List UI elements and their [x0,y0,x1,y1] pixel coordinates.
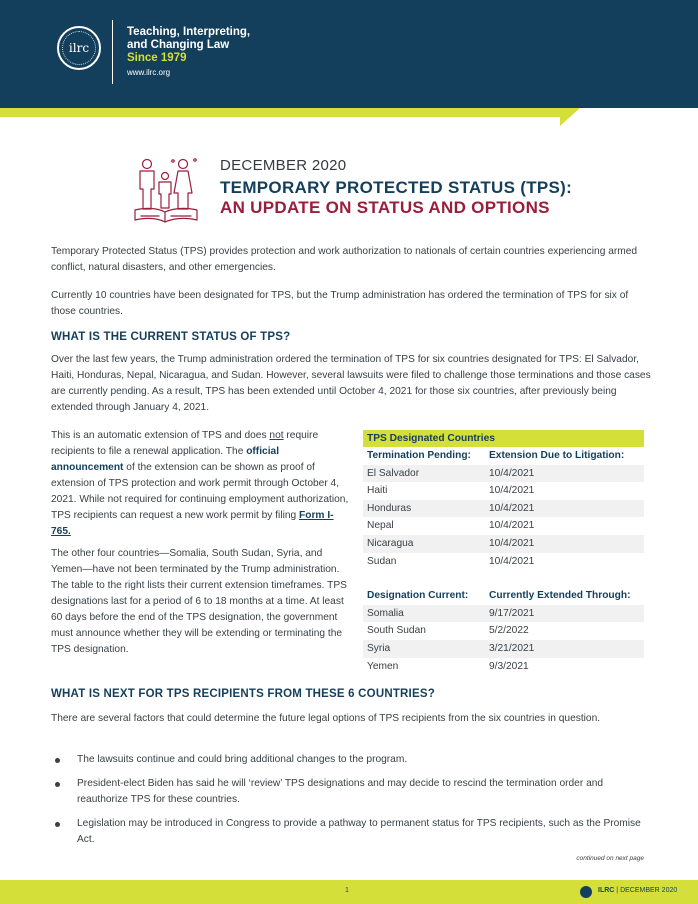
page-footer [0,880,698,904]
status-paragraph: Over the last few years, the Trump administration ordered the termination of TPS for six countries designated for TPS: El Salvador, Haiti, Honduras, Nepal, Nicaragua, and Sudan. However, several lawsuits were filed to challenge those terminations and those cases are currently pending. As a result, TPS has been extended until October 4, 2021 for those six countries, after previously being extended through January 4, 2021. [51,354,651,413]
country-cell: Honduras [367,502,412,514]
date-cell: 5/2/2022 [489,625,529,637]
header-divider [112,20,113,84]
country-cell: Syria [367,642,391,654]
accent-tab [560,108,580,126]
intro-paragraph-2: Currently 10 countries have been designated for TPS, but the Trump administration has ordered the termination of TPS for six of those countries. [51,290,629,317]
table-row [363,517,644,535]
col-header-extended: Currently Extended Through: [489,590,631,602]
col-header-designation: Designation Current: [367,590,469,602]
country-cell: Yemen [367,660,399,672]
date-cell: 10/4/2021 [489,555,535,567]
document-date: DECEMBER 2020 [220,157,347,174]
table-row [363,553,644,571]
section-heading-whats-next: WHAT IS NEXT FOR TPS RECIPIENTS FROM THESE 6 COUNTRIES? [51,688,435,700]
tagline-since: Since 1979 [127,52,187,64]
title-line2: AN UPDATE ON STATUS AND OPTIONS [220,198,550,217]
table-gap [363,570,644,587]
family-with-book-icon [127,156,209,226]
col-header-termination: Termination Pending: [367,450,471,461]
country-cell: Somalia [367,607,404,619]
section-heading-current-status: WHAT IS THE CURRENT STATUS OF TPS? [51,331,291,343]
date-cell: 10/4/2021 [489,502,535,514]
document-title [220,178,572,218]
country-cell: Nicaragua [367,537,414,549]
table-row [363,605,644,623]
other-countries-paragraph: The other four countries—Somalia, South Sudan, Syria, and Yemen—have not been terminated by the Trump administration. The table to the right lists their current extension timeframes. TPS designations last for a period of 6 to 18 months at a time. At least 60 days before the end of the TPS designation, the government must announce whether they will be extending or terminating the TPS designation. [51,548,347,655]
country-cell: Sudan [367,555,397,567]
page-header [0,0,698,108]
footer-org: ILRC [598,887,615,894]
table-caption: TPS Designated Countries [363,430,644,447]
list-item: The lawsuits continue and could bring additional changes to the program. [51,752,651,768]
factors-paragraph: There are several factors that could determine the future legal options of TPS recipients from the six countries in question. [51,713,601,724]
country-cell: South Sudan [367,625,426,637]
extension-paragraph [51,428,351,540]
intro-paragraph-1: Temporary Protected Status (TPS) provides protection and work authorization to nationals of certain countries experiencing armed conflict, natural disasters, and other emergencies. [51,246,638,273]
date-cell: 10/4/2021 [489,537,535,549]
continued-note: continued on next page [576,855,644,862]
ext-text-c: of the extension can be shown as proof of extension of TPS protection and work permit through October 4, 2021. While not required for continuing employment authorization, TPS recipients can request a new work permit by filing [51,462,349,521]
table-row [363,482,644,500]
ext-text-a: This is an automatic extension of TPS and does [51,430,270,441]
date-cell: 10/4/2021 [489,520,535,532]
country-cell: Haiti [367,485,388,497]
date-cell: 9/3/2021 [489,660,529,672]
tps-countries-table [363,430,644,675]
footer-sep: | [614,887,621,894]
table-row [363,640,644,658]
table-header-row [363,447,644,465]
title-line1: TEMPORARY PROTECTED STATUS (TPS): [220,178,573,197]
form-i765-link[interactable]: Form I-765. [51,510,334,537]
footer-date: DECEMBER 2020 [620,887,678,894]
date-cell: 10/4/2021 [489,467,535,479]
factors-list [51,752,651,856]
tagline [127,26,250,78]
table-row [363,658,644,676]
official-announcement-link[interactable]: official announcement [51,446,280,473]
date-cell: 10/4/2021 [489,485,535,497]
footer-logo-icon [580,886,592,898]
table-header-row [363,587,644,605]
list-item: Legislation may be introduced in Congress to provide a pathway to permanent status for TPS recipients, such as the Promise Act. [51,816,651,848]
page-number: 1 [345,887,349,894]
date-cell: 9/17/2021 [489,607,535,619]
table-row [363,500,644,518]
ilrc-logo [57,26,101,70]
tagline-line1: Teaching, Interpreting, [127,26,251,38]
website-url[interactable]: www.ilrc.org [127,68,171,77]
date-cell: 3/21/2021 [489,642,535,654]
col-header-extension: Extension Due to Litigation: [489,450,625,461]
ext-text-b: require recipients to file a renewal application. The [51,430,319,457]
table-row [363,465,644,483]
country-cell: El Salvador [367,467,420,479]
list-item: President-elect Biden has said he will ‘review’ TPS designations and may decide to rescind the termination order and reauthorize TPS for these countries. [51,776,651,808]
logo-text: ilrc [68,41,90,55]
table-row [363,622,644,640]
country-cell: Nepal [367,520,394,532]
footer-text [598,887,677,894]
accent-bar [0,108,560,117]
ext-not: not [269,430,284,441]
tagline-line2: and Changing Law [127,39,230,51]
table-row [363,535,644,553]
